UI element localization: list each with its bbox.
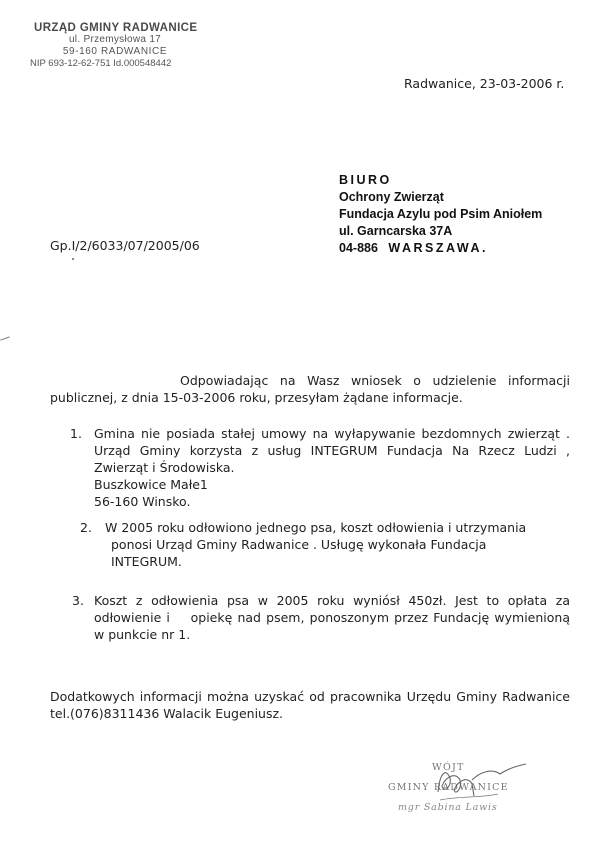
list-item-number: 3.	[72, 593, 84, 608]
intro-text: Odpowiadając na Wasz wniosek o udzielenie informacji publicznej, z dnia 15-03-2006 roku, przesyłam żądane informacje.	[50, 373, 570, 405]
office-stamp	[30, 22, 200, 70]
letter-date: Radwanice, 23-03-2006 r.	[404, 76, 565, 91]
signature-office: GMINY RADWANICE	[388, 782, 509, 793]
list-item-1-text: Gmina nie posiada stałej umowy na wyłapywanie bezdomnych zwierząt . Urząd Gminy korzysta z usług INTEGRUM Fundacja Na Rzecz Ludzi , Zwierząt i Środowiska.	[94, 426, 570, 475]
signature-title: WÓJT	[432, 762, 465, 773]
recipient-address	[339, 172, 542, 257]
stamp-postcode-city: 59-160 RADWANICE	[62, 46, 168, 57]
list-item-2-line-2: ponosi Urząd Gminy Radwanice . Usługę wykonała Fundacja	[111, 537, 487, 552]
scan-speck	[72, 258, 74, 260]
list-item-number: 2.	[80, 520, 92, 535]
signature-stamp	[380, 750, 560, 820]
recipient-postcode: 04-886	[339, 241, 378, 255]
recipient-city: WARSZAWA.	[388, 241, 488, 255]
list-item-1-address-line-2: 56-160 Winsko.	[94, 494, 191, 509]
list-item-2-line-1: W 2005 roku odłowiono jednego psa, koszt odłowienia i utrzymania	[105, 520, 527, 535]
recipient-line-1: BIURO	[339, 173, 392, 187]
stamp-street: ul. Przemysłowa 17	[68, 34, 162, 45]
list-item-number: 1.	[70, 426, 82, 441]
stamp-office-name: URZĄD GMINY RADWANICE	[34, 22, 198, 34]
list-item-text	[94, 425, 570, 510]
reference-number: Gp.I/2/6033/07/2005/06	[50, 238, 200, 253]
margin-mark	[0, 336, 10, 340]
list-item-2-line-3: INTEGRUM.	[111, 554, 182, 569]
list-item-3-text: Koszt z odłowienia psa w 2005 roku wyniósł 450zł. Jest to opłata za odłowienie i opiekę nad psem, ponoszonym przez Fundację wymienioną w punkcie nr 1.	[94, 593, 574, 642]
stamp-nip-regon: NIP 693-12-62-751 Id.000548442	[30, 58, 172, 69]
recipient-line-4: ul. Garncarska 37A	[339, 224, 453, 238]
signature-name: mgr Sabina Lawis	[398, 802, 498, 813]
closing-paragraph: Dodatkowych informacji można uzyskać od pracownika Urzędu Gminy Radwanice tel.(076)8311436 Walacik Eugeniusz.	[50, 689, 570, 721]
list-item-text	[105, 519, 570, 570]
recipient-line-5	[339, 240, 542, 257]
recipient-line-3: Fundacja Azylu pod Psim Aniołem	[339, 207, 543, 221]
recipient-line-2: Ochrony Zwierząt	[339, 190, 444, 204]
intro-paragraph	[50, 372, 570, 406]
list-item-1-address-line-1: Buszkowice Małe1	[94, 477, 208, 492]
